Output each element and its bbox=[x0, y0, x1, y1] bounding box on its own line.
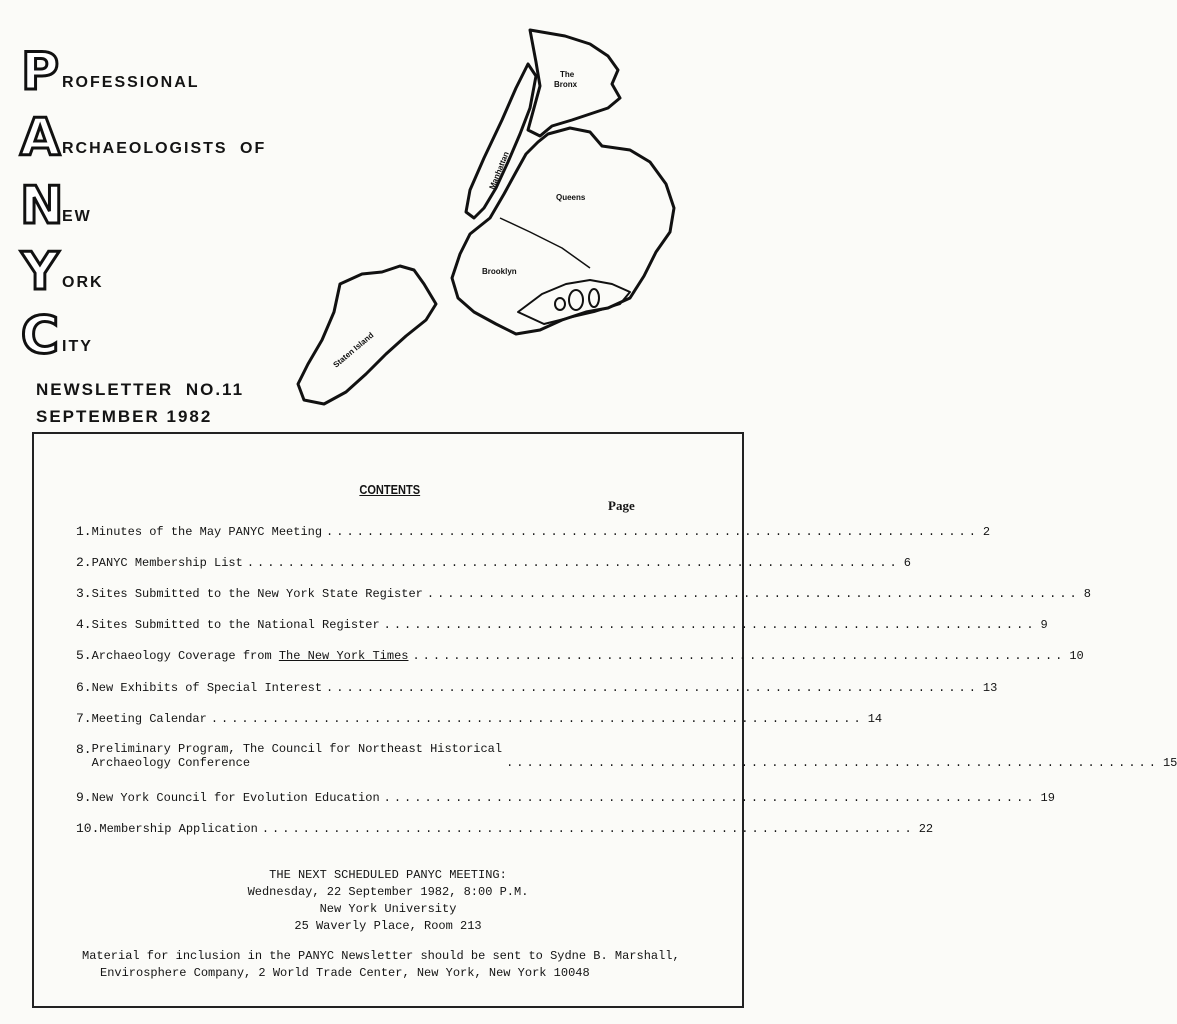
entry-number: 10. bbox=[76, 821, 100, 836]
leader-dots: ................................................................ bbox=[326, 681, 979, 695]
leader-dots: ................................................................ bbox=[506, 756, 1159, 770]
masthead-letter-a: A bbox=[20, 108, 61, 168]
contents-entry bbox=[76, 821, 934, 836]
meeting-room: 25 Waverly Place, Room 213 bbox=[294, 919, 482, 933]
entry-page: 9 bbox=[1040, 618, 1048, 632]
entry-title-text: Archaeology Coverage from bbox=[91, 649, 279, 663]
masthead-letter-c: C bbox=[20, 306, 60, 366]
contents-entry bbox=[76, 617, 1048, 632]
masthead-word-archaeologists: RCHAEOLOGISTS OF bbox=[62, 140, 267, 157]
entry-title: Sites Submitted to the National Register bbox=[91, 618, 380, 632]
entry-page: 6 bbox=[903, 556, 911, 570]
entry-title: Meeting Calendar bbox=[91, 712, 207, 726]
submission-line-1: Material for inclusion in the PANYC Newsletter should be sent to Sydne B. Marshall, bbox=[82, 949, 680, 963]
entry-number: 8. bbox=[76, 742, 92, 757]
map-label-bronx-2: Bronx bbox=[554, 80, 578, 89]
leader-dots: ................................................................ bbox=[326, 525, 979, 539]
leader-dots: ................................................................ bbox=[426, 587, 1080, 601]
entry-title: Minutes of the May PANYC Meeting bbox=[91, 525, 323, 539]
manhattan-outline bbox=[466, 64, 536, 218]
contents-box bbox=[32, 432, 1177, 1008]
entry-page: 8 bbox=[1083, 587, 1091, 601]
leader-dots: ................................................................ bbox=[412, 649, 1066, 663]
entry-title: Membership Application bbox=[99, 822, 258, 836]
masthead-letter-p: P bbox=[20, 42, 60, 102]
entry-title-newspaper: The New York Times bbox=[278, 649, 409, 663]
entry-number: 2. bbox=[76, 555, 92, 570]
entry-title bbox=[92, 649, 409, 663]
contents-entry bbox=[76, 524, 991, 539]
map-label-queens: Queens bbox=[556, 193, 586, 202]
brooklyn-queens-border bbox=[500, 218, 590, 268]
submission-notice bbox=[82, 948, 680, 982]
map-label-bronx: The bbox=[560, 70, 575, 79]
newsletter-date: SEPTEMBER 1982 bbox=[36, 407, 213, 426]
masthead-word-city: ITY bbox=[62, 338, 93, 355]
contents-entry bbox=[76, 711, 883, 726]
entry-page: 13 bbox=[982, 681, 998, 695]
map-label-manhattan: Manhattan bbox=[487, 150, 511, 191]
entry-number: 1. bbox=[76, 524, 92, 539]
map-label-brooklyn: Brooklyn bbox=[482, 267, 517, 276]
entry-title: New York Council for Evolution Education bbox=[91, 791, 380, 805]
contents-entry bbox=[76, 648, 1084, 663]
page-column-label: Page bbox=[608, 498, 635, 513]
meeting-venue: New York University bbox=[319, 902, 457, 916]
entry-title bbox=[92, 742, 502, 770]
entry-number: 7. bbox=[76, 711, 92, 726]
masthead-letter-n: N bbox=[20, 176, 64, 236]
entry-page: 14 bbox=[867, 712, 883, 726]
entry-title: New Exhibits of Special Interest bbox=[91, 681, 323, 695]
meeting-heading: THE NEXT SCHEDULED PANYC MEETING: bbox=[269, 868, 507, 882]
contents-entry-multiline bbox=[76, 742, 1177, 770]
submission-line-2: Envirosphere Company, 2 World Trade Center, New York, New York 10048 bbox=[100, 966, 590, 980]
map-label-staten-island: Staten Island bbox=[331, 330, 376, 370]
entry-title: Sites Submitted to the New York State Register bbox=[91, 587, 423, 601]
masthead-row-city bbox=[20, 306, 93, 366]
entry-page: 22 bbox=[918, 822, 934, 836]
leader-dots: ................................................................ bbox=[246, 556, 900, 570]
entry-number: 4. bbox=[76, 617, 92, 632]
entry-title: PANYC Membership List bbox=[91, 556, 243, 570]
entry-title-line1: Preliminary Program, The Council for Northeast Historical bbox=[91, 742, 503, 756]
contents-entry bbox=[76, 680, 998, 695]
entry-page: 2 bbox=[982, 525, 991, 539]
entry-title-line2: Archaeology Conference bbox=[91, 756, 251, 770]
masthead-word-professional: ROFESSIONAL bbox=[62, 74, 200, 91]
entry-number: 3. bbox=[76, 586, 92, 601]
leader-dots: ................................................................ bbox=[383, 618, 1037, 632]
leader-dots: ................................................................ bbox=[210, 712, 864, 726]
entry-number: 5. bbox=[76, 648, 92, 663]
next-meeting-notice bbox=[34, 867, 742, 935]
meeting-date-time: Wednesday, 22 September 1982, 8:00 P.M. bbox=[247, 885, 529, 899]
entry-page: 10 bbox=[1069, 649, 1084, 663]
entry-number: 6. bbox=[76, 680, 92, 695]
entry-page: 19 bbox=[1040, 791, 1055, 805]
queens-brooklyn-outline bbox=[452, 128, 674, 334]
entry-number: 9. bbox=[76, 790, 92, 805]
contents-title: CONTENTS bbox=[359, 482, 421, 497]
leader-dots: ................................................................ bbox=[261, 822, 915, 836]
leader-dots: ................................................................ bbox=[383, 791, 1037, 805]
masthead-letter-y: Y bbox=[21, 242, 59, 302]
masthead-row-professional bbox=[20, 42, 200, 102]
masthead-row-archaeologists bbox=[20, 108, 267, 168]
contents-entry bbox=[76, 555, 911, 570]
masthead-row-york bbox=[20, 242, 104, 302]
contents-entry bbox=[76, 790, 1055, 805]
contents-entry bbox=[76, 586, 1091, 601]
masthead-row-new bbox=[20, 176, 92, 236]
masthead-word-york: ORK bbox=[62, 274, 104, 291]
jamaica-bay-outline bbox=[518, 280, 630, 324]
entry-page: 15 bbox=[1162, 756, 1177, 770]
masthead-word-new: EW bbox=[62, 208, 92, 225]
nyc-boroughs-map bbox=[290, 22, 690, 412]
newsletter-number: NEWSLETTER NO.11 bbox=[36, 380, 245, 399]
